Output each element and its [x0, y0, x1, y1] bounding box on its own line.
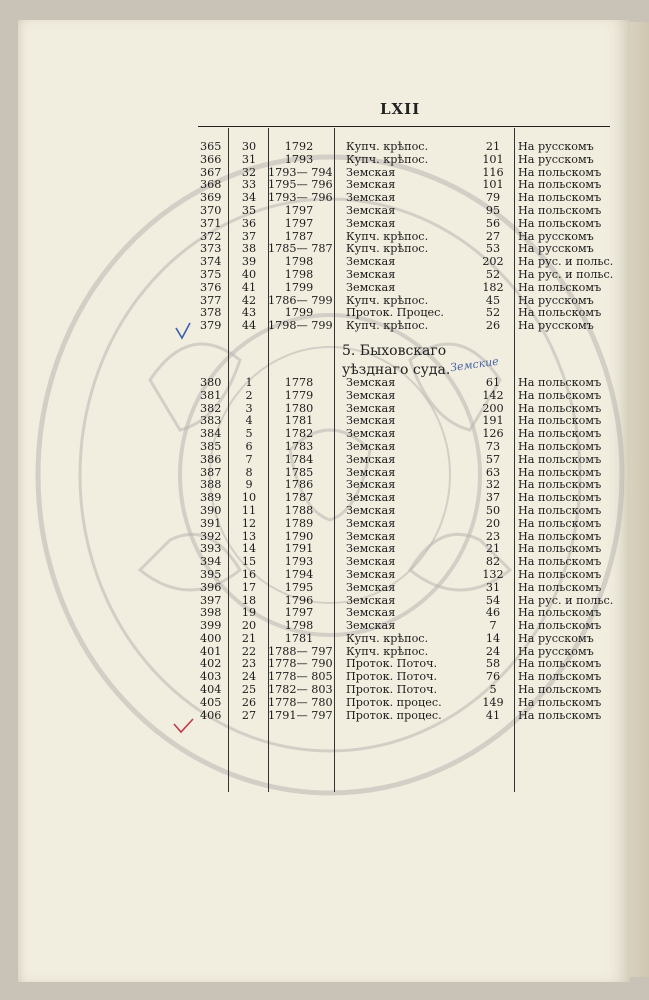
- year-range: 1799: [284, 306, 314, 320]
- sheet-count: 200: [482, 401, 504, 415]
- table-row: [198, 505, 610, 518]
- item-number: 20: [241, 619, 257, 633]
- row-number: 395: [200, 567, 222, 581]
- item-number: 14: [241, 542, 257, 556]
- sheet-count: 101: [482, 152, 504, 166]
- table-row: [198, 697, 610, 710]
- sheet-count: 32: [485, 478, 501, 492]
- item-number: 15: [241, 555, 257, 569]
- document-type: Проток. Поточ.: [346, 670, 438, 684]
- section-heading-line2: уѣзднаго суда.: [342, 362, 451, 378]
- language: На русскомъ: [518, 631, 594, 645]
- year-range: 1798: [284, 255, 314, 269]
- document-type: Купч. крѣпос.: [346, 319, 429, 333]
- row-number: 378: [200, 306, 222, 320]
- document-type: Проток. Поточ.: [346, 657, 438, 671]
- item-number: 6: [245, 439, 253, 453]
- document-type: Земская: [346, 388, 396, 402]
- row-number: 393: [200, 542, 222, 556]
- row-number: 369: [200, 191, 222, 205]
- language: На польскомъ: [518, 542, 602, 556]
- document-type: Земская: [346, 555, 396, 569]
- language: На польскомъ: [518, 619, 602, 633]
- sheet-count: 50: [485, 503, 501, 517]
- document-type: Земская: [346, 606, 396, 620]
- sheet-count: 23: [485, 529, 501, 543]
- item-number: 4: [245, 414, 253, 428]
- item-number: 35: [241, 203, 257, 217]
- table-row: [198, 518, 610, 531]
- item-number: 8: [245, 465, 253, 479]
- item-number: 17: [241, 580, 257, 594]
- document-type: Земская: [346, 478, 396, 492]
- sheet-count: 52: [485, 306, 501, 320]
- item-number: 25: [241, 683, 257, 697]
- table-row: [198, 282, 610, 295]
- table-row: [198, 620, 610, 633]
- item-number: 3: [245, 401, 253, 415]
- item-number: 5: [245, 427, 253, 441]
- sheet-count: 63: [485, 465, 501, 479]
- document-type: Земская: [346, 529, 396, 543]
- item-number: 33: [241, 178, 257, 192]
- document-type: Купч. крѣпос.: [346, 242, 429, 256]
- year-range: 1798: [284, 619, 314, 633]
- year-range: 1799: [284, 280, 314, 294]
- year-range: 1785: [284, 465, 314, 479]
- language: На рус. и польс.: [518, 593, 614, 607]
- row-number: 371: [200, 216, 222, 230]
- sheet-count: 54: [485, 593, 501, 607]
- item-number: 7: [245, 452, 253, 466]
- row-number: 368: [200, 178, 222, 192]
- row-number: 372: [200, 229, 222, 243]
- row-number: 402: [200, 657, 222, 671]
- year-range: 1783: [284, 439, 314, 453]
- sheet-count: 149: [482, 695, 504, 709]
- year-range: 1787: [284, 491, 314, 505]
- row-number: 377: [200, 293, 222, 307]
- sheet-count: 58: [485, 657, 501, 671]
- sheet-count: 101: [482, 178, 504, 192]
- row-number: 401: [200, 644, 222, 658]
- row-number: 387: [200, 465, 222, 479]
- item-number: 23: [241, 657, 257, 671]
- row-number: 376: [200, 280, 222, 294]
- year-range: 1795— 796: [268, 178, 333, 192]
- row-number: 374: [200, 255, 222, 269]
- year-range: 1778— 805: [268, 670, 333, 684]
- language: На польскомъ: [518, 695, 602, 709]
- document-type: Земская: [346, 516, 396, 530]
- year-range: 1793— 796: [268, 191, 333, 205]
- document-type: Проток. Процес.: [346, 306, 444, 320]
- item-number: 31: [241, 152, 257, 166]
- document-type: Земская: [346, 191, 396, 205]
- language: На польскомъ: [518, 708, 602, 722]
- row-number: 396: [200, 580, 222, 594]
- language: На польскомъ: [518, 465, 602, 479]
- sheet-count: 24: [485, 644, 501, 658]
- table-row: [198, 454, 610, 467]
- document-type: Земская: [346, 619, 396, 633]
- sheet-count: 95: [485, 203, 501, 217]
- item-number: 44: [241, 319, 257, 333]
- item-number: 38: [241, 242, 257, 256]
- year-range: 1786— 799: [268, 293, 333, 307]
- table-row: [198, 320, 610, 333]
- document-type: Купч. крѣпос.: [346, 140, 429, 153]
- table-row: [198, 582, 610, 595]
- sheet-count: 5: [489, 683, 497, 697]
- year-range: 1786: [284, 478, 314, 492]
- document-type: Земская: [346, 280, 396, 294]
- year-range: 1798— 799: [268, 319, 333, 333]
- document-type: Купч. крѣпос.: [346, 631, 429, 645]
- table-section-2: [198, 375, 614, 723]
- item-number: 27: [241, 708, 257, 722]
- item-number: 13: [241, 529, 257, 543]
- row-number: 398: [200, 606, 222, 620]
- document-type: Купч. крѣпос.: [346, 152, 429, 166]
- language: На польскомъ: [518, 555, 602, 569]
- language: На польскомъ: [518, 452, 602, 466]
- row-number: 389: [200, 491, 222, 505]
- item-number: 32: [241, 165, 257, 179]
- year-range: 1793: [284, 555, 314, 569]
- sheet-count: 21: [485, 542, 501, 556]
- row-number: 375: [200, 267, 222, 281]
- document-type: Земская: [346, 427, 396, 441]
- row-number: 404: [200, 683, 222, 697]
- row-number: 383: [200, 414, 222, 428]
- row-number: 392: [200, 529, 222, 543]
- year-range: 1779: [284, 388, 314, 402]
- language: На русскомъ: [518, 229, 594, 243]
- row-number: 394: [200, 555, 222, 569]
- item-number: 37: [241, 229, 257, 243]
- language: На русскомъ: [518, 644, 594, 658]
- language: На польскомъ: [518, 478, 602, 492]
- item-number: 21: [241, 631, 257, 645]
- row-number: 366: [200, 152, 222, 166]
- language: На польскомъ: [518, 306, 602, 320]
- document-type: Земская: [346, 255, 396, 269]
- row-number: 400: [200, 631, 222, 645]
- row-number: 397: [200, 593, 222, 607]
- blue-check-mark: [174, 322, 192, 340]
- sheet-count: 79: [485, 191, 501, 205]
- item-number: 24: [241, 670, 257, 684]
- document-type: Проток. процес.: [346, 708, 442, 722]
- sheet-count: 31: [485, 580, 501, 594]
- row-number: 388: [200, 478, 222, 492]
- red-check-mark: [172, 716, 194, 734]
- year-range: 1789: [284, 516, 314, 530]
- year-range: 1793— 794: [268, 165, 333, 179]
- year-range: 1780: [284, 401, 314, 415]
- language: На польскомъ: [518, 375, 602, 389]
- year-range: 1781: [284, 631, 314, 645]
- row-number: 381: [200, 388, 222, 402]
- table-row: [198, 556, 610, 569]
- item-number: 12: [241, 516, 257, 530]
- language: На польскомъ: [518, 178, 602, 192]
- page-number: LXII: [380, 100, 421, 118]
- item-number: 36: [241, 216, 257, 230]
- year-range: 1790: [284, 529, 314, 543]
- table-row: [198, 154, 610, 167]
- item-number: 1: [245, 375, 253, 389]
- section-heading-line1: 5. Быховскаго: [342, 343, 447, 359]
- archive-table: [198, 140, 614, 722]
- sheet-count: 56: [485, 216, 501, 230]
- document-type: Земская: [346, 178, 396, 192]
- language: На польскомъ: [518, 401, 602, 415]
- document-type: Земская: [346, 503, 396, 517]
- language: На польскомъ: [518, 606, 602, 620]
- sheet-count: 191: [482, 414, 504, 428]
- year-range: 1797: [284, 606, 314, 620]
- table-row: [198, 684, 610, 697]
- language: На польскомъ: [518, 567, 602, 581]
- document-type: Земская: [346, 267, 396, 281]
- table-row: [198, 267, 614, 282]
- year-range: 1795: [284, 580, 314, 594]
- year-range: 1797: [284, 216, 314, 230]
- language: На польскомъ: [518, 203, 602, 217]
- sheet-count: 73: [485, 439, 501, 453]
- document-type: Проток. процес.: [346, 695, 442, 709]
- document-type: Земская: [346, 567, 396, 581]
- language: На польскомъ: [518, 414, 602, 428]
- document-type: Проток. Поточ.: [346, 683, 438, 697]
- language: На польскомъ: [518, 683, 602, 697]
- sheet-count: 46: [485, 606, 501, 620]
- table-row: [198, 218, 610, 231]
- language: На польскомъ: [518, 165, 602, 179]
- language: На польскомъ: [518, 529, 602, 543]
- language: На русскомъ: [518, 293, 594, 307]
- document-type: Земская: [346, 401, 396, 415]
- language: На польскомъ: [518, 580, 602, 594]
- language: На рус. и польс.: [518, 255, 614, 269]
- year-range: 1778— 780: [268, 695, 333, 709]
- document-type: Земская: [346, 580, 396, 594]
- table-row: [198, 569, 610, 582]
- year-range: 1798: [284, 267, 314, 281]
- document-type: Земская: [346, 491, 396, 505]
- table-row: [198, 141, 610, 154]
- language: На рус. и польс.: [518, 267, 614, 281]
- item-number: 39: [241, 255, 257, 269]
- language: На польскомъ: [518, 280, 602, 294]
- table-row: [198, 441, 610, 454]
- sheet-count: 116: [482, 165, 504, 179]
- sheet-count: 26: [485, 319, 501, 333]
- item-number: 22: [241, 644, 257, 658]
- year-range: 1782— 803: [268, 683, 333, 697]
- language: На польскомъ: [518, 439, 602, 453]
- row-number: 379: [200, 319, 222, 333]
- item-number: 26: [241, 695, 257, 709]
- sheet-count: 142: [482, 388, 504, 402]
- document-type: Земская: [346, 439, 396, 453]
- row-number: 382: [200, 401, 222, 415]
- year-range: 1778— 790: [268, 657, 333, 671]
- sheet-count: 21: [485, 140, 501, 153]
- language: На польскомъ: [518, 491, 602, 505]
- sheet-count: 132: [482, 567, 504, 581]
- language: На польскомъ: [518, 388, 602, 402]
- row-number: 386: [200, 452, 222, 466]
- sheet-count: 82: [485, 555, 501, 569]
- sheet-count: 41: [485, 708, 501, 722]
- row-number: 365: [200, 140, 222, 153]
- year-range: 1782: [284, 427, 314, 441]
- item-number: 11: [241, 503, 257, 517]
- sheet-count: 57: [485, 452, 501, 466]
- sheet-count: 27: [485, 229, 501, 243]
- pencil-annotation: Земские: [449, 354, 500, 375]
- language: На русскомъ: [518, 152, 594, 166]
- sheet-count: 76: [485, 670, 501, 684]
- year-range: 1791— 797: [268, 708, 333, 722]
- document-type: Земская: [346, 216, 396, 230]
- language: На русскомъ: [518, 242, 594, 256]
- row-number: 390: [200, 503, 222, 517]
- item-number: 34: [241, 191, 257, 205]
- table-section-1: [198, 140, 614, 333]
- year-range: 1788: [284, 503, 314, 517]
- row-number: 370: [200, 203, 222, 217]
- document-type: Земская: [346, 452, 396, 466]
- sheet-count: 37: [485, 491, 501, 505]
- year-range: 1788— 797: [268, 644, 333, 658]
- item-number: 16: [241, 567, 257, 581]
- document-type: Купч. крѣпос.: [346, 293, 429, 307]
- sheet-count: 7: [489, 619, 497, 633]
- document-type: Земская: [346, 593, 396, 607]
- row-number: 367: [200, 165, 222, 179]
- language: На польскомъ: [518, 191, 602, 205]
- item-number: 41: [241, 280, 257, 294]
- row-number: 391: [200, 516, 222, 530]
- year-range: 1797: [284, 203, 314, 217]
- year-range: 1793: [284, 152, 314, 166]
- table-row: [198, 205, 610, 218]
- year-range: 1796: [284, 593, 314, 607]
- year-range: 1778: [284, 375, 314, 389]
- language: На польскомъ: [518, 427, 602, 441]
- item-number: 43: [241, 306, 257, 320]
- year-range: 1791: [284, 542, 314, 556]
- item-number: 30: [241, 140, 257, 153]
- year-range: 1781: [284, 414, 314, 428]
- document-type: Земская: [346, 375, 396, 389]
- item-number: 19: [241, 606, 257, 620]
- item-number: 9: [245, 478, 253, 492]
- document-type: Земская: [346, 203, 396, 217]
- language: На польскомъ: [518, 503, 602, 517]
- sheet-count: 182: [482, 280, 504, 294]
- sheet-count: 52: [485, 267, 501, 281]
- row-number: 373: [200, 242, 222, 256]
- item-number: 40: [241, 267, 257, 281]
- table-top-rule: [198, 126, 610, 127]
- language: На русскомъ: [518, 319, 594, 333]
- table-row: [198, 710, 610, 723]
- row-number: 403: [200, 670, 222, 684]
- item-number: 42: [241, 293, 257, 307]
- year-range: 1785— 787: [268, 242, 333, 256]
- year-range: 1792: [284, 140, 314, 153]
- year-range: 1784: [284, 452, 314, 466]
- item-number: 2: [245, 388, 253, 402]
- document-type: Земская: [346, 465, 396, 479]
- sheet-count: 14: [485, 631, 501, 645]
- item-number: 10: [241, 491, 257, 505]
- document-type: Земская: [346, 542, 396, 556]
- item-number: 18: [241, 593, 257, 607]
- year-range: 1787: [284, 229, 314, 243]
- table-row: [198, 633, 610, 646]
- table-row: [198, 390, 610, 403]
- year-range: 1794: [284, 567, 314, 581]
- sheet-count: 45: [485, 293, 501, 307]
- sheet-count: 202: [482, 255, 504, 269]
- table-row: [198, 492, 610, 505]
- row-number: 405: [200, 695, 222, 709]
- row-number: 406: [200, 708, 222, 722]
- language: На польскомъ: [518, 216, 602, 230]
- sheet-count: 61: [485, 375, 501, 389]
- row-number: 380: [200, 375, 222, 389]
- document-type: Купч. крѣпос.: [346, 644, 429, 658]
- row-number: 385: [200, 439, 222, 453]
- language: На польскомъ: [518, 516, 602, 530]
- document-type: Земская: [346, 165, 396, 179]
- language: На польскомъ: [518, 670, 602, 684]
- row-number: 399: [200, 619, 222, 633]
- language: На польскомъ: [518, 657, 602, 671]
- document-type: Купч. крѣпос.: [346, 229, 429, 243]
- row-number: 384: [200, 427, 222, 441]
- sheet-count: 126: [482, 427, 504, 441]
- language: На русскомъ: [518, 140, 594, 153]
- document-type: Земская: [346, 414, 396, 428]
- sheet-count: 53: [485, 242, 501, 256]
- sheet-count: 20: [485, 516, 501, 530]
